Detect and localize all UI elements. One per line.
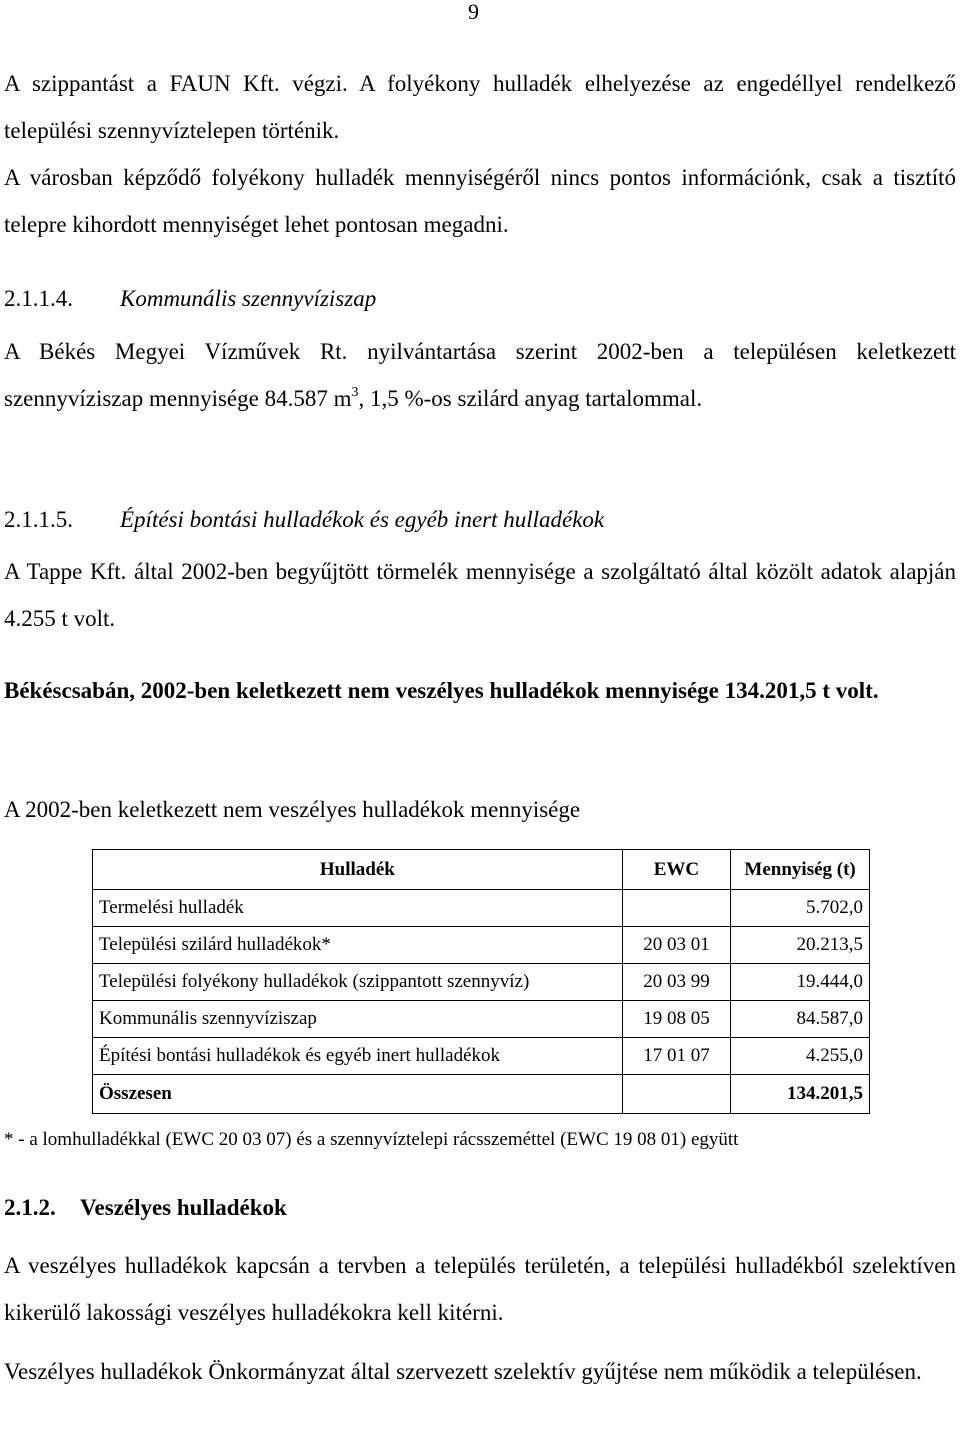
section-number: 2.1.1.4.: [4, 286, 73, 311]
cell-name: Települési szilárd hulladékok*: [93, 927, 623, 964]
table-row: [93, 927, 870, 964]
paragraph-hazardous-2: Veszélyes hulladékok Önkormányzat által szervezett szelektív gyűjtése nem működik a településen.: [4, 1359, 922, 1384]
cell-ewc: 20 03 01: [622, 927, 731, 964]
table-row: [93, 1038, 870, 1075]
cell-quantity: 5.702,0: [731, 890, 870, 927]
paragraph-sludge: [4, 328, 956, 422]
table-row: [93, 964, 870, 1001]
paragraph-hazardous-1: A veszélyes hulladékok kapcsán a tervben a település területén, a települési hulladékból szelektíven kikerülő lakossági veszélyes hulladékokra kell kitérni.: [4, 1253, 956, 1325]
section-title: Kommunális szennyvíziszap: [120, 286, 377, 311]
section-number: 2.1.1.5.: [4, 507, 73, 532]
cell-name: Építési bontási hulladékok és egyéb inert hulladékok: [93, 1038, 623, 1075]
cell-ewc: [622, 890, 731, 927]
section-title: Építési bontási hulladékok és egyéb inert hulladékok: [120, 507, 605, 532]
cell-quantity: 4.255,0: [731, 1038, 870, 1075]
cell-ewc: 17 01 07: [622, 1038, 731, 1075]
table-row: [93, 1001, 870, 1038]
cell-quantity: 19.444,0: [731, 964, 870, 1001]
total-ewc: [622, 1075, 731, 1114]
waste-table: [92, 849, 870, 1114]
cell-ewc: 20 03 99: [622, 964, 731, 1001]
cubic-superscript: 3: [351, 385, 359, 400]
table-header-row: [93, 850, 870, 890]
page-number: 9: [468, 0, 479, 24]
total-quantity: 134.201,5: [731, 1075, 870, 1114]
section-number: 2.1.2.: [4, 1195, 56, 1220]
cell-name: Kommunális szennyvíziszap: [93, 1001, 623, 1038]
section-heading-212: [4, 1194, 287, 1222]
paragraph-construction: A Tappe Kft. által 2002-ben begyűjtött törmelék mennyisége a szolgáltató által közölt adatok alapján 4.255 t volt.: [4, 559, 956, 631]
table-caption: A 2002-ben keletkezett nem veszélyes hulladékok mennyisége: [4, 797, 581, 822]
summary-bold-paragraph: Békéscsabán, 2002-ben keletkezett nem veszélyes hulladékok mennyisége 134.201,5 t volt.: [4, 678, 879, 703]
cell-quantity: 84.587,0: [731, 1001, 870, 1038]
section-title: Veszélyes hulladékok: [80, 1195, 287, 1220]
section-heading-2115: [4, 506, 604, 534]
cell-name: Települési folyékony hulladékok (szippantott szennyvíz): [93, 964, 623, 1001]
cell-name: Termelési hulladék: [93, 890, 623, 927]
header-ewc: EWC: [622, 850, 731, 890]
paragraph-faun: A szippantást a FAUN Kft. végzi. A folyékony hulladék elhelyezése az engedéllyel rendelkező települési szennyvíztelepen történik.: [4, 71, 956, 143]
header-waste: Hulladék: [93, 850, 623, 890]
cell-ewc: 19 08 05: [622, 1001, 731, 1038]
table-total-row: [93, 1075, 870, 1114]
section-heading-2114: [4, 285, 376, 313]
table-footnote: * - a lomhulladékkal (EWC 20 03 07) és a szennyvíztelepi rácsszeméttel (EWC 19 08 01) együtt: [4, 1129, 739, 1150]
paragraph-liquid-waste: A városban képződő folyékony hulladék mennyiségéről nincs pontos információnk, csak a tisztító telepre kihordott mennyiséget lehet pontosan megadni.: [4, 165, 956, 237]
sludge-text-end: , 1,5 %-os szilárd anyag tartalommal.: [358, 386, 703, 411]
table-row: [93, 890, 870, 927]
cell-quantity: 20.213,5: [731, 927, 870, 964]
header-quantity: Mennyiség (t): [731, 850, 870, 890]
sludge-text: A Békés Megyei Vízművek Rt. nyilvántartása szerint 2002-ben a településen keletkezett szennyvíziszap mennyisége 84.587 m: [4, 339, 956, 411]
total-label: Összesen: [93, 1075, 623, 1114]
